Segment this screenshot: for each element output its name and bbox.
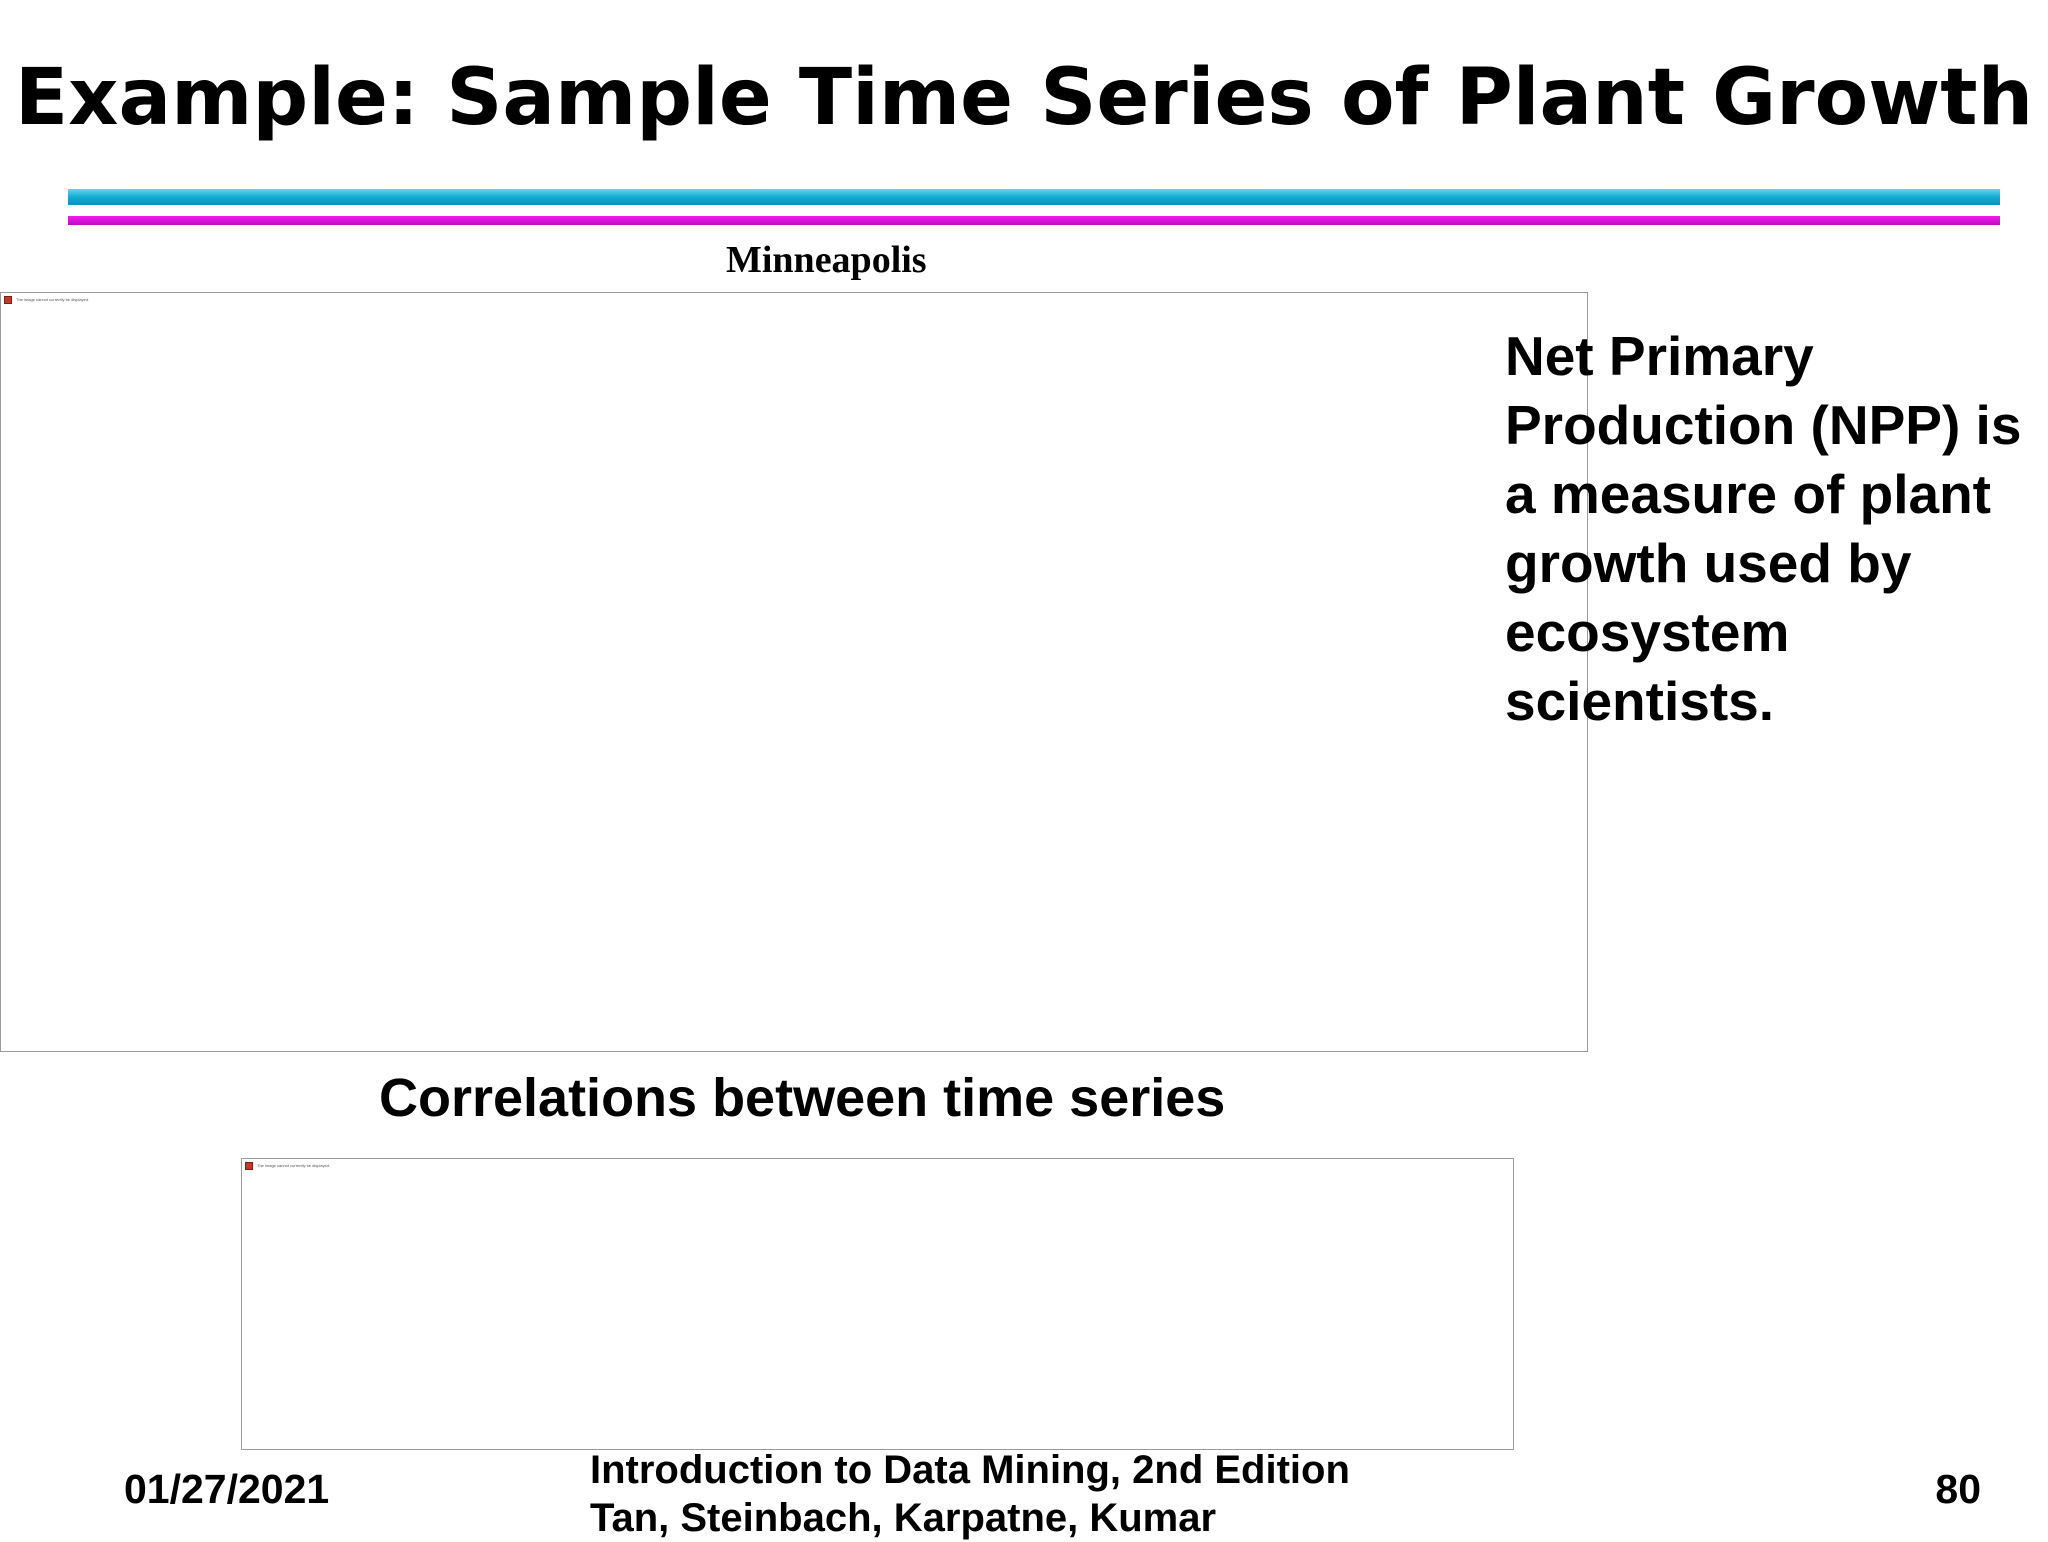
footer-page-number: 80 — [1935, 1466, 1981, 1512]
slide-title: Example: Sample Time Series of Plant Growth — [14, 53, 2034, 143]
footer-authors: Tan, Steinbach, Karpatne, Kumar — [590, 1496, 1217, 1540]
city-label: Minneapolis — [726, 239, 927, 281]
correlations-image-placeholder — [241, 1158, 1514, 1450]
npp-description: Net Primary Production (NPP) is a measure of plant growth used by ecosystem scientists. — [1505, 325, 2022, 732]
broken-image-indicator — [245, 1162, 330, 1170]
footer-book-citation — [590, 1446, 1350, 1542]
broken-image-icon — [4, 296, 12, 304]
time-series-image-placeholder — [0, 292, 1588, 1052]
broken-image-indicator — [4, 296, 89, 304]
broken-image-icon — [245, 1162, 253, 1170]
broken-image-text: The image cannot currently be displayed. — [257, 1163, 331, 1168]
footer-date: 01/27/2021 — [124, 1466, 330, 1512]
footer-book-title: Introduction to Data Mining, 2nd Edition — [590, 1448, 1350, 1492]
broken-image-text: The image cannot currently be displayed. — [16, 297, 90, 302]
title-rule-magenta — [68, 216, 2000, 225]
correlations-heading: Correlations between time series — [379, 1068, 1226, 1128]
title-rule-cyan — [68, 189, 2000, 205]
